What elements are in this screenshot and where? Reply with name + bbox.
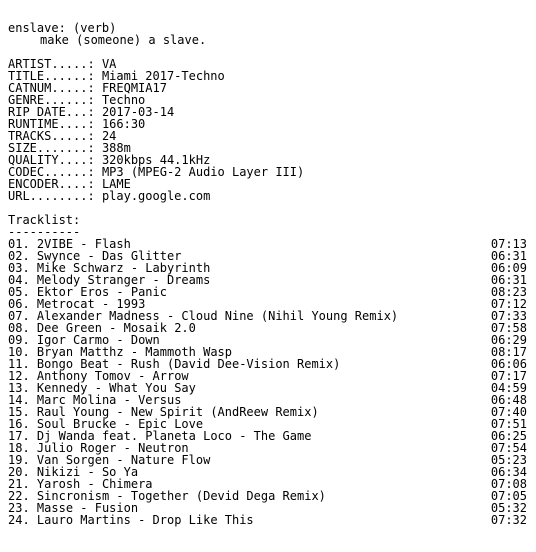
release-info-document [8,22,528,526]
track-duration: 06:34 [490,465,527,479]
info-label: SIZE.......: [8,141,95,155]
track-duration: 06:25 [490,429,527,443]
info-value: Techno [101,93,146,107]
info-label: ARTIST.....: [8,57,95,71]
track-row [8,514,528,526]
track-title: Igor Carmo - Down [36,333,160,347]
track-duration: 07:08 [490,477,527,491]
info-block [8,58,528,202]
track-duration: 07:05 [490,489,527,503]
info-label: CODEC......: [8,165,95,179]
track-number: 09. [8,333,30,347]
track-title: Anthony Tomov - Arrow [36,369,189,383]
track-title: Ektor Eros - Panic [36,285,167,299]
spacer [8,202,528,214]
track-title: Melody Stranger - Dreams [36,273,211,287]
tracklist-rule: ---------- [8,225,81,239]
definition-headword: enslave: (verb) [8,21,117,35]
info-value: MP3 (MPEG-2 Audio Layer III) [101,165,305,179]
track-title: Bryan Matthz - Mammoth Wasp [36,345,232,359]
track-number: 19. [8,453,30,467]
track-duration: 05:32 [490,501,527,515]
info-label: TRACKS.....: [8,129,95,143]
track-duration: 07:51 [490,417,527,431]
info-value: VA [101,57,117,71]
track-title: Kennedy - What You Say [36,381,196,395]
tracklist-heading: Tracklist: [8,213,81,227]
track-number: 21. [8,477,30,491]
track-number: 02. [8,249,30,263]
track-number: 17. [8,429,30,443]
track-title: Swynce - Das Glitter [36,249,182,263]
track-number: 08. [8,321,30,335]
track-duration: 05:23 [490,453,527,467]
track-number: 03. [8,261,30,275]
track-duration: 07:40 [490,405,527,419]
track-title: Sincronism - Together (Devid Dega Remix) [36,489,326,503]
track-number: 11. [8,357,30,371]
info-value: 388m [101,141,131,155]
info-value: 2017-03-14 [101,105,175,119]
track-number: 20. [8,465,30,479]
track-title: Masse - Fusion [36,501,139,515]
track-number: 10. [8,345,30,359]
track-title: Metrocat - 1993 [36,297,146,311]
info-value: LAME [101,177,131,191]
info-value: FREQMIA17 [101,81,167,95]
info-value: play.google.com [101,189,211,203]
track-duration: 06:06 [490,357,527,371]
track-title: Yarosh - Chimera [36,477,153,491]
track-duration: 06:31 [490,273,527,287]
info-label: TITLE......: [8,69,95,83]
track-title: Julio Roger - Neutron [36,441,189,455]
track-title: Dj Wanda feat. Planeta Loco - The Game [36,429,312,443]
track-duration: 07:33 [490,309,527,323]
track-title: Mike Schwarz - Labyrinth [36,261,211,275]
track-duration: 08:23 [490,285,527,299]
track-duration: 06:31 [490,249,527,263]
track-title: Marc Molina - Versus [36,393,182,407]
track-duration: 07:17 [490,369,527,383]
info-value: 320kbps 44.1kHz [101,153,211,167]
track-number: 13. [8,381,30,395]
track-number: 12. [8,369,30,383]
info-label: GENRE......: [8,93,95,107]
track-duration: 06:09 [490,261,527,275]
info-row [8,190,528,202]
track-title: Nikizi - So Ya [36,465,139,479]
info-value: 24 [101,129,117,143]
info-label: URL........: [8,189,95,203]
info-value: 166:30 [101,117,146,131]
track-title: Dee Green - Mosaik 2.0 [36,321,196,335]
track-title: Van Sorgen - Nature Flow [36,453,211,467]
track-number: 01. [8,237,30,251]
info-label: RUNTIME....: [8,117,95,131]
track-number: 05. [8,285,30,299]
track-entry [8,514,254,526]
track-number: 16. [8,417,30,431]
track-number: 18. [8,441,30,455]
track-list [8,238,528,526]
track-duration: 06:29 [490,333,527,347]
track-duration: 07:13 [490,237,527,251]
track-number: 14. [8,393,30,407]
track-duration: 07:12 [490,297,527,311]
track-duration: 06:48 [490,393,527,407]
info-label: CATNUM.....: [8,81,95,95]
track-title: Lauro Martins - Drop Like This [36,513,254,527]
track-title: Alexander Madness - Cloud Nine (Nihil Young Remix) [36,309,399,323]
info-label: ENCODER....: [8,177,95,191]
track-duration: 07:54 [490,441,527,455]
track-title: Soul Brucke - Epic Love [36,417,204,431]
track-number: 07. [8,309,30,323]
track-number: 15. [8,405,30,419]
track-title: Bongo Beat - Rush (David Dee-Vision Remix) [36,357,341,371]
track-title: 2VIBE - Flash [36,237,131,251]
track-duration: 07:58 [490,321,527,335]
track-number: 23. [8,501,30,515]
definition-meaning: make (someone) a slave. [40,33,207,47]
track-duration: 08:17 [490,345,527,359]
info-label: QUALITY....: [8,153,95,167]
track-duration: 04:59 [490,381,527,395]
info-value: Miami 2017-Techno [101,69,225,83]
track-title: Raul Young - New Spirit (AndReew Remix) [36,405,319,419]
track-number: 06. [8,297,30,311]
track-number: 04. [8,273,30,287]
track-duration: 07:32 [490,513,527,527]
track-number: 22. [8,489,30,503]
track-number: 24. [8,513,30,527]
info-label: RIP DATE...: [8,105,95,119]
